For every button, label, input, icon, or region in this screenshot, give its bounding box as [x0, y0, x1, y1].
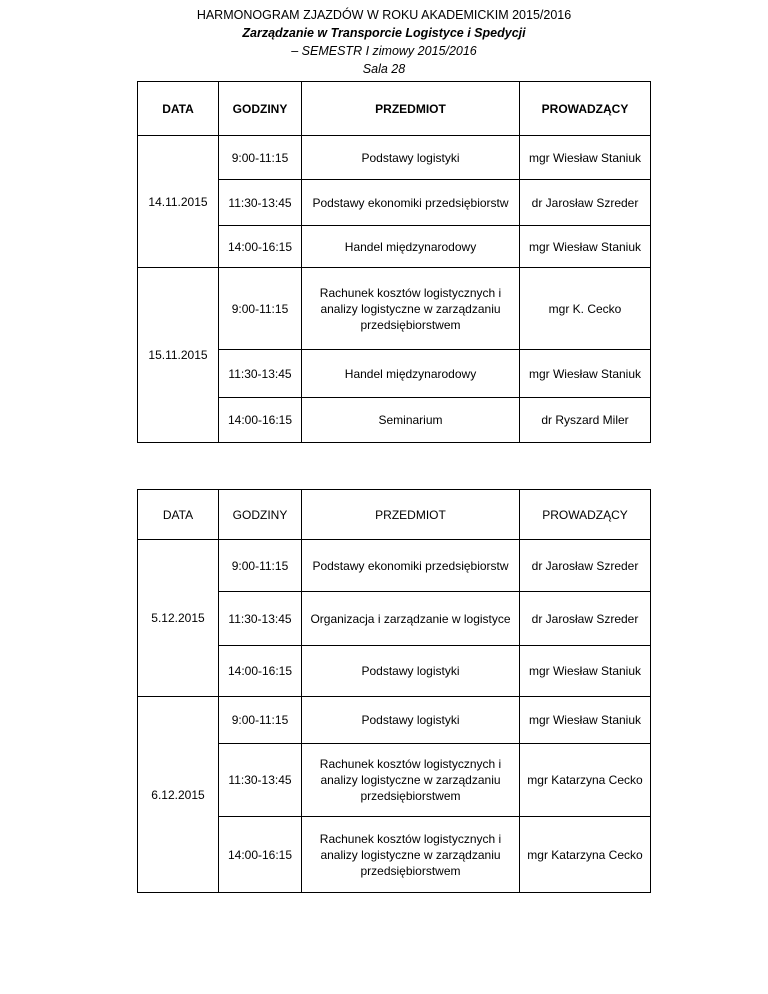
hours-cell: 11:30-13:45 — [219, 744, 302, 817]
hours-cell: 9:00-11:15 — [219, 136, 302, 180]
subject-cell: Organizacja i zarządzanie w logistyce — [302, 592, 520, 646]
subject-cell: Rachunek kosztów logistycznych i analizy logistyczne w zarządzaniu przedsiębiorstwem — [302, 817, 520, 893]
subject-cell: Podstawy logistyki — [302, 136, 520, 180]
hours-cell: 14:00-16:15 — [219, 646, 302, 697]
header-subject: PRZEDMIOT — [302, 490, 520, 540]
subject-cell: Podstawy logistyki — [302, 646, 520, 697]
header-hours: GODZINY — [219, 490, 302, 540]
subject-cell: Podstawy ekonomiki przedsiębiorstw — [302, 180, 520, 226]
table-row — [138, 268, 651, 350]
hours-cell: 11:30-13:45 — [219, 180, 302, 226]
subject-cell: Handel międzynarodowy — [302, 350, 520, 398]
hours-cell: 14:00-16:15 — [219, 398, 302, 443]
teacher-cell: dr Jarosław Szreder — [520, 180, 651, 226]
room-label: Sala 28 — [362, 62, 406, 76]
teacher-cell: dr Jarosław Szreder — [520, 540, 651, 592]
teacher-cell: mgr Wiesław Staniuk — [520, 697, 651, 744]
table-row — [138, 540, 651, 592]
teacher-cell: mgr Wiesław Staniuk — [520, 646, 651, 697]
header-hours: GODZINY — [219, 82, 302, 136]
hours-cell: 11:30-13:45 — [219, 592, 302, 646]
schedule-title: HARMONOGRAM ZJAZDÓW W ROKU AKADEMICKIM 2015/2016 — [196, 8, 572, 22]
header-date: DATA — [138, 82, 219, 136]
date-cell: 5.12.2015 — [138, 540, 219, 697]
teacher-cell: mgr Katarzyna Cecko — [520, 744, 651, 817]
schedule-table-november — [137, 81, 651, 443]
date-cell: 14.11.2015 — [138, 136, 219, 268]
header-date: DATA — [138, 490, 219, 540]
semester-label: – SEMESTR I zimowy 2015/2016 — [291, 44, 477, 58]
schedule-table-december — [137, 489, 651, 893]
teacher-cell: mgr Wiesław Staniuk — [520, 136, 651, 180]
date-cell: 6.12.2015 — [138, 697, 219, 893]
subject-cell: Rachunek kosztów logistycznych i analizy logistyczne w zarządzaniu przedsiębiorstwem — [302, 268, 520, 350]
table-body — [138, 82, 651, 443]
header-row — [138, 490, 651, 540]
hours-cell: 11:30-13:45 — [219, 350, 302, 398]
document-header — [0, 6, 768, 78]
subject-cell: Rachunek kosztów logistycznych i analizy logistyczne w zarządzaniu przedsiębiorstwem — [302, 744, 520, 817]
hours-cell: 9:00-11:15 — [219, 268, 302, 350]
teacher-cell: dr Ryszard Miler — [520, 398, 651, 443]
subject-cell: Handel międzynarodowy — [302, 226, 520, 268]
teacher-cell: mgr Wiesław Staniuk — [520, 350, 651, 398]
hours-cell: 9:00-11:15 — [219, 540, 302, 592]
subject-cell: Seminarium — [302, 398, 520, 443]
header-teacher: PROWADZĄCY — [520, 490, 651, 540]
teacher-cell: mgr K. Cecko — [520, 268, 651, 350]
hours-cell: 14:00-16:15 — [219, 817, 302, 893]
table-body — [138, 490, 651, 893]
header-row — [138, 82, 651, 136]
hours-cell: 14:00-16:15 — [219, 226, 302, 268]
program-name: Zarządzanie w Transporcie Logistyce i Spedycji — [242, 26, 526, 40]
table-row — [138, 136, 651, 180]
header-teacher: PROWADZĄCY — [520, 82, 651, 136]
header-subject: PRZEDMIOT — [302, 82, 520, 136]
teacher-cell: dr Jarosław Szreder — [520, 592, 651, 646]
table-row — [138, 697, 651, 744]
teacher-cell: mgr Wiesław Staniuk — [520, 226, 651, 268]
teacher-cell: mgr Katarzyna Cecko — [520, 817, 651, 893]
subject-cell: Podstawy logistyki — [302, 697, 520, 744]
hours-cell: 9:00-11:15 — [219, 697, 302, 744]
subject-cell: Podstawy ekonomiki przedsiębiorstw — [302, 540, 520, 592]
date-cell: 15.11.2015 — [138, 268, 219, 443]
